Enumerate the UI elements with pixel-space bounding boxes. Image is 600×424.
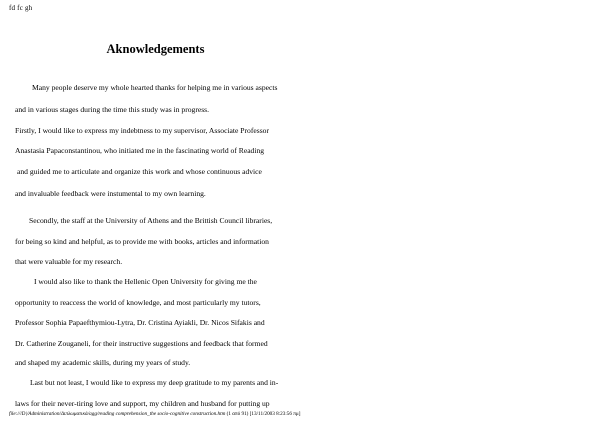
paragraph-line: and in various stages during the time this study was in progress. — [15, 105, 210, 114]
footer-file-link[interactable]: file:///D|/Administration/Διπλωματικά/agg/reading comprehension_the socio-cognitive construction.htm — [9, 411, 226, 417]
paragraph-line: and invaluable feedback were instumental to my own learning. — [15, 189, 206, 198]
page-header: fd fc gh — [9, 4, 33, 12]
page-footer — [9, 411, 300, 418]
paragraph-line: and shaped my academic skills, during my years of study. — [15, 358, 191, 367]
paragraph-line: I would also like to thank the Hellenic Open University for giving me the — [34, 277, 257, 286]
paragraph-line: that were valuable for my research. — [15, 257, 123, 266]
paragraph-line: Professor Sophia Papaefthymiou-Lytra, Dr. Cristina Ayiakli, Dr. Nicos Sifakis and — [15, 318, 265, 327]
paragraph-line: Dr. Catherine Zouganeli, for their instructive suggestions and feedback that formed — [15, 339, 268, 348]
paragraph-line: for being so kind and helpful, as to provide me with books, articles and information — [15, 237, 269, 246]
document-title: Aknowledgements — [106, 42, 205, 56]
paragraph-line: Last but not least, I would like to express my deep gratitude to my parents and in- — [30, 378, 279, 387]
paragraph-line: Many people deserve my whole hearted thanks for helping me in various aspects — [32, 83, 278, 92]
paragraph-line: Secondly, the staff at the University of Athens and the Brittish Council libraries, — [29, 216, 273, 225]
paragraph-line: opportunity to reaccess the world of knowledge, and most particularly my tutors, — [15, 298, 261, 307]
paragraph-line: Anastasia Papaconstantinou, who initiated me in the fascinating world of Reading — [15, 146, 265, 155]
paragraph-line: and guided me to articulate and organize this work and whose continuous advice — [17, 167, 262, 176]
paragraph-line: Firstly, I would like to express my indebtness to my supervisor, Associate Professor — [15, 126, 269, 135]
footer-meta: (1 από 91) [13/11/2003 8:23:56 πμ] — [225, 411, 301, 417]
paragraph-line: laws for their never-tiring love and support, my children and husband for putting up — [15, 399, 270, 408]
